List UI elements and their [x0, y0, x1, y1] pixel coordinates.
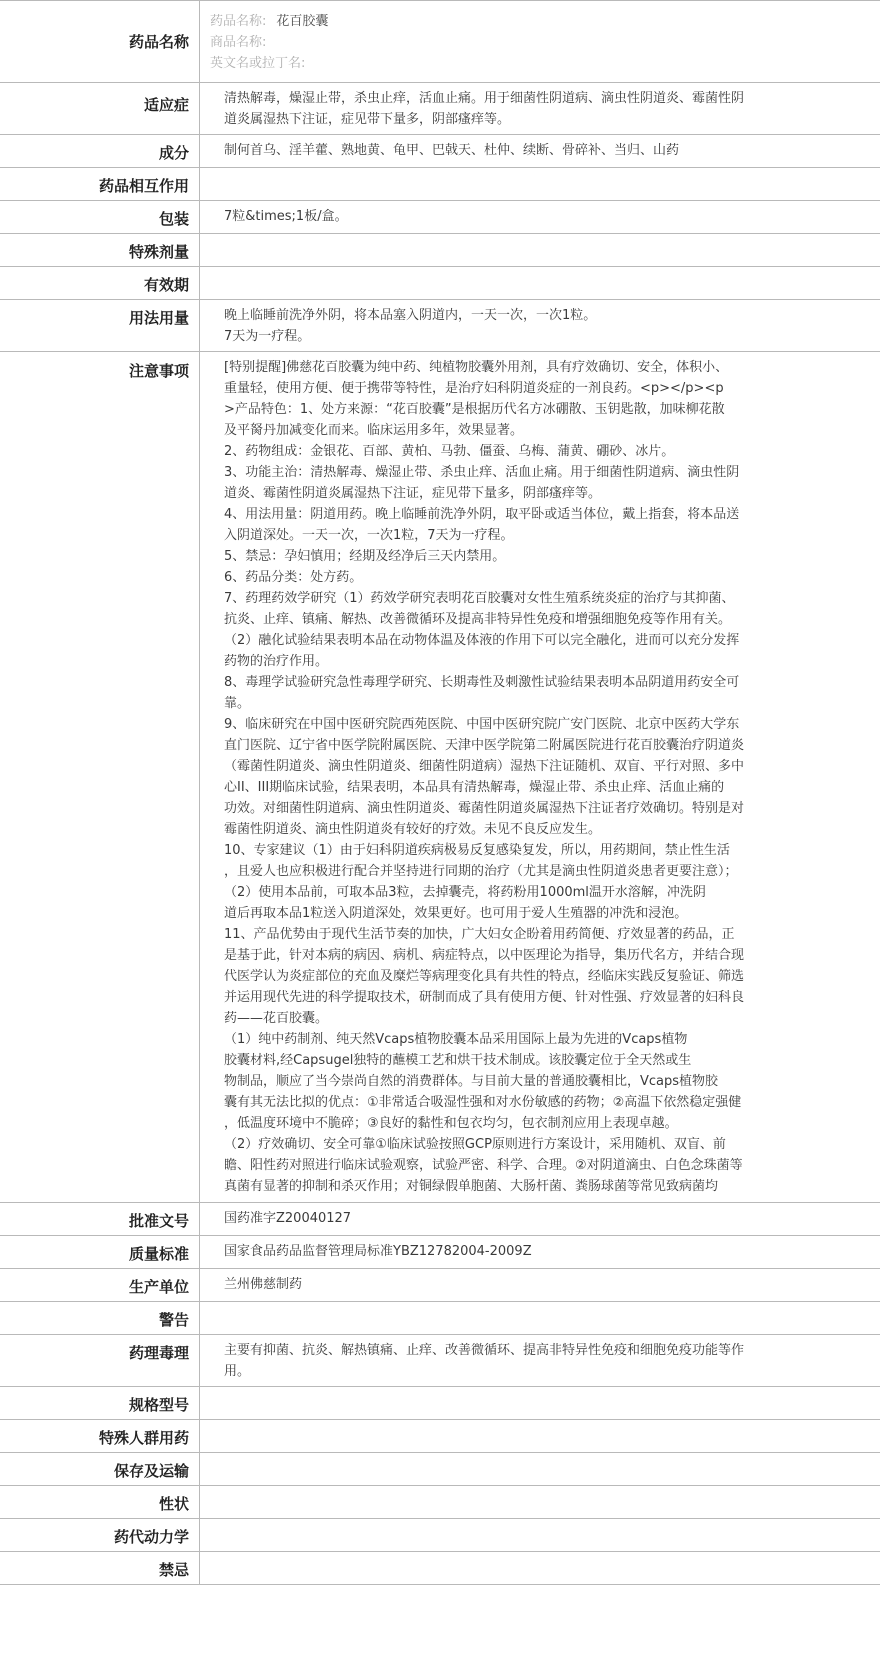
text-line: 晚上临睡前洗净外阴，将本品塞入阴道内，一天一次，一次1粒。 [224, 308, 597, 323]
english-name-key: 英文名或拉丁名: [210, 56, 306, 71]
text-line: 直门医院、辽宁省中医学院附属医院、天津中医学院第二附属医院进行花百胶囊治疗阴道炎 [224, 738, 745, 753]
text-line: 用。 [224, 1364, 251, 1379]
text-line: 功效。对细菌性阴道病、滴虫性阴道炎、霉菌性阴道炎属湿热下注证者疗效确切。特别是对 [224, 801, 745, 816]
text-line: 3、功能主治：清热解毒、燥湿止带、杀虫止痒、活血止痛。用于细菌性阴道病、滴虫性阴 [224, 465, 740, 480]
row-value [200, 201, 880, 233]
text-line: （2）融化试验结果表明本品在动物体温及体液的作用下可以完全融化，进而可以充分发挥 [224, 633, 740, 648]
text-line: 代医学认为炎症部位的充血及糜烂等病理变化具有共性的特点，经临床实践反复验证、筛选 [224, 969, 745, 984]
row-label: 性状 [0, 1486, 200, 1518]
text-line: 真菌有显著的抑制和杀灭作用；对铜绿假单胞菌、大肠杆菌、粪肠球菌等常见致病菌均 [224, 1179, 719, 1194]
row-value [200, 1453, 880, 1485]
row-pharmacology-toxicology [0, 1335, 880, 1387]
text-line: 重量轻，使用方便、便于携带等特性，是治疗妇科阴道炎症的一剂良药。<p></p><p [224, 381, 724, 396]
text-line: 道炎、霉菌性阴道炎属湿热下注证，症见带下量多，阴部瘙痒等。 [224, 486, 602, 501]
row-label: 特殊剂量 [0, 234, 200, 266]
row-contraindications [0, 1552, 880, 1585]
row-label: 药品相互作用 [0, 168, 200, 200]
row-value [200, 1335, 880, 1386]
row-label: 注意事项 [0, 352, 200, 1202]
text-line: 国家食品药品监督管理局标准YBZ12782004-2009Z [224, 1244, 532, 1259]
row-value [200, 1552, 880, 1584]
row-interactions [0, 168, 880, 201]
row-label: 包装 [0, 201, 200, 233]
text-line: 药——花百胶囊。 [224, 1011, 329, 1026]
text-line: 入阴道深处。一天一次，一次1粒，7天为一疗程。 [224, 528, 514, 543]
row-value [200, 1387, 880, 1419]
row-label: 特殊人群用药 [0, 1420, 200, 1452]
row-label: 药理毒理 [0, 1335, 200, 1386]
text-line: 胶囊材料,经Capsugel独特的蘸模工艺和烘干技术制成。该胶囊定位于全天然或生 [224, 1053, 692, 1068]
text-line: 清热解毒，燥湿止带，杀虫止痒，活血止痛。用于细菌性阴道病、滴虫性阴道炎、霉菌性阴 [224, 91, 745, 106]
text-line: 4、用法用量：阴道用药。晚上临睡前洗净外阴，取平卧或适当体位，戴上指套，将本品送 [224, 507, 740, 522]
row-label: 保存及运输 [0, 1453, 200, 1485]
row-appearance [0, 1486, 880, 1519]
row-value [200, 1203, 880, 1235]
text-line: 是基于此，针对本病的病因、病机、病症特点，以中医理论为指导，集历代名方，并结合现 [224, 948, 745, 963]
text-line: （2）使用本品前，可取本品3粒，去掉囊壳，将药粉用1000ml温开水溶解，冲洗阴 [224, 885, 706, 900]
row-label: 质量标准 [0, 1236, 200, 1268]
trade-name-line [210, 32, 870, 53]
text-line: 8、毒理学试验研究急性毒理学研究、长期毒性及刺激性试验结果表明本品阴道用药安全可 [224, 675, 740, 690]
text-line: ，且爱人也应积极进行配合并坚持进行同期的治疗（尤其是滴虫性阴道炎患者更要注意）； [224, 864, 738, 879]
text-line: 5、禁忌：孕妇慎用；经期及经净后三天内禁用。 [224, 549, 506, 564]
text-line: 制何首乌、淫羊藿、熟地黄、龟甲、巴戟天、杜仲、续断、骨碎补、当归、山药 [224, 143, 680, 158]
generic-name-value: 花百胶囊 [276, 14, 329, 29]
row-value [200, 352, 880, 1202]
row-precautions [0, 352, 880, 1203]
text-line: 霉菌性阴道炎、滴虫性阴道炎有较好的疗效。未见不良反应发生。 [224, 822, 602, 837]
text-line: （1）纯中药制剂、纯天然Vcaps植物胶囊本品采用国际上最为先进的Vcaps植物 [224, 1032, 688, 1047]
row-label: 药品名称 [0, 1, 200, 82]
text-line: 2、药物组成：金银花、百部、黄柏、马勃、僵蚕、乌梅、蒲黄、硼砂、冰片。 [224, 444, 675, 459]
text-line: 瞻、阳性药对照进行临床试验观察，试验严密、科学、合理。②对阴道滴虫、白色念珠菌等 [224, 1158, 743, 1173]
row-value [200, 267, 880, 299]
text-line: ，低温度环境中不脆碎；③良好的黏性和包衣均匀，包衣制剂应用上表现卓越。 [224, 1116, 678, 1131]
row-usage-dosage [0, 300, 880, 352]
row-label: 禁忌 [0, 1552, 200, 1584]
text-line: 7天为一疗程。 [224, 329, 311, 344]
text-line: 9、临床研究在中国中医研究院西苑医院、中国中医研究院广安门医院、北京中医药大学东 [224, 717, 740, 732]
row-label: 成分 [0, 135, 200, 167]
text-line: 6、药品分类：处方药。 [224, 570, 363, 585]
row-approval-number [0, 1203, 880, 1236]
row-value [200, 168, 880, 200]
text-line: 10、专家建议（1）由于妇科阴道疾病极易反复感染复发，所以，用药期间，禁止性生活 [224, 843, 730, 858]
row-label: 有效期 [0, 267, 200, 299]
row-value [200, 300, 880, 351]
row-value [200, 234, 880, 266]
generic-name-key: 药品名称: [210, 14, 267, 29]
row-label: 药代动力学 [0, 1519, 200, 1551]
row-special-dosage [0, 234, 880, 267]
row-indications [0, 83, 880, 135]
text-line: 11、产品优势由于现代生活节奏的加快，广大妇女企盼着用药简便、疗效显著的药品，正 [224, 927, 735, 942]
row-value [200, 135, 880, 167]
text-line: 主要有抑菌、抗炎、解热镇痛、止痒、改善微循环、提高非特异性免疫和细胞免疫功能等作 [224, 1343, 745, 1358]
row-storage-transport [0, 1453, 880, 1486]
row-value [200, 1236, 880, 1268]
text-line: 道后再取本品1粒送入阴道深处，效果更好。也可用于爱人生殖器的冲洗和浸泡。 [224, 906, 688, 921]
row-drug-name [0, 0, 880, 83]
text-line: 国药准字Z20040127 [224, 1211, 352, 1226]
row-label: 生产单位 [0, 1269, 200, 1301]
row-value [200, 1269, 880, 1301]
row-specification [0, 1387, 880, 1420]
row-value [200, 1486, 880, 1518]
text-line: 物制品，顺应了当今崇尚自然的消费群体。与目前大量的普通胶囊相比，Vcaps植物胶 [224, 1074, 719, 1089]
text-line: 道炎属湿热下注证，症见带下量多，阴部瘙痒等。 [224, 112, 511, 127]
row-packaging [0, 201, 880, 234]
row-pharmacokinetics [0, 1519, 880, 1552]
text-line: 药物的治疗作用。 [224, 654, 329, 669]
text-line: 心II、III期临床试验，结果表明，本品具有清热解毒，燥湿止带、杀虫止痒、活血止痛的 [224, 780, 725, 795]
text-line: 7、药理药效学研究（1）药效学研究表明花百胶囊对女性生殖系统炎症的治疗与其抑菌、 [224, 591, 735, 606]
row-value [200, 1420, 880, 1452]
row-value [200, 83, 880, 134]
row-manufacturer [0, 1269, 880, 1302]
text-line: 7粒&times;1板/盒。 [224, 209, 348, 224]
text-line: 兰州佛慈制药 [224, 1277, 303, 1292]
row-label: 用法用量 [0, 300, 200, 351]
row-label: 规格型号 [0, 1387, 200, 1419]
row-special-populations [0, 1420, 880, 1453]
generic-name-line [210, 11, 870, 32]
drug-name-block [200, 1, 880, 82]
text-line: 囊有其无法比拟的优点：①非常适合吸湿性强和对水份敏感的药物；②高温下依然稳定强健 [224, 1095, 742, 1110]
row-warning [0, 1302, 880, 1335]
text-line: （2）疗效确切、安全可靠①临床试验按照GCP原则进行方案设计，采用随机、双盲、前 [224, 1137, 726, 1152]
trade-name-key: 商品名称: [210, 35, 267, 50]
row-shelf-life [0, 267, 880, 300]
text-line: [特别提醒]佛慈花百胶囊为纯中药、纯植物胶囊外用剂，具有疗效确切、安全，体积小、 [224, 360, 729, 375]
english-name-line [210, 53, 870, 74]
row-value [200, 1519, 880, 1551]
row-label: 警告 [0, 1302, 200, 1334]
text-line: 并运用现代先进的科学提取技术，研制而成了具有使用方便、针对性强、疗效显著的妇科良 [224, 990, 745, 1005]
row-label: 批准文号 [0, 1203, 200, 1235]
row-quality-standard [0, 1236, 880, 1269]
text-line: 抗炎、止痒、镇痛、解热、改善微循环及提高非特异性免疫和增强细胞免疫等作用有关。 [224, 612, 732, 627]
text-line: 靠。 [224, 696, 251, 711]
row-value [200, 1302, 880, 1334]
text-line: （霉菌性阴道炎、滴虫性阴道炎、细菌性阴道病）湿热下注证随机、双盲、平行对照、多中 [224, 759, 745, 774]
row-ingredients [0, 135, 880, 168]
row-label: 适应症 [0, 83, 200, 134]
text-line: >产品特色：1、处方来源：“花百胶囊”是根据历代名方冰硼散、玉钥匙散，加味柳花散 [224, 402, 725, 417]
text-line: 及平胬丹加减变化而来。临床运用多年，效果显著。 [224, 423, 524, 438]
